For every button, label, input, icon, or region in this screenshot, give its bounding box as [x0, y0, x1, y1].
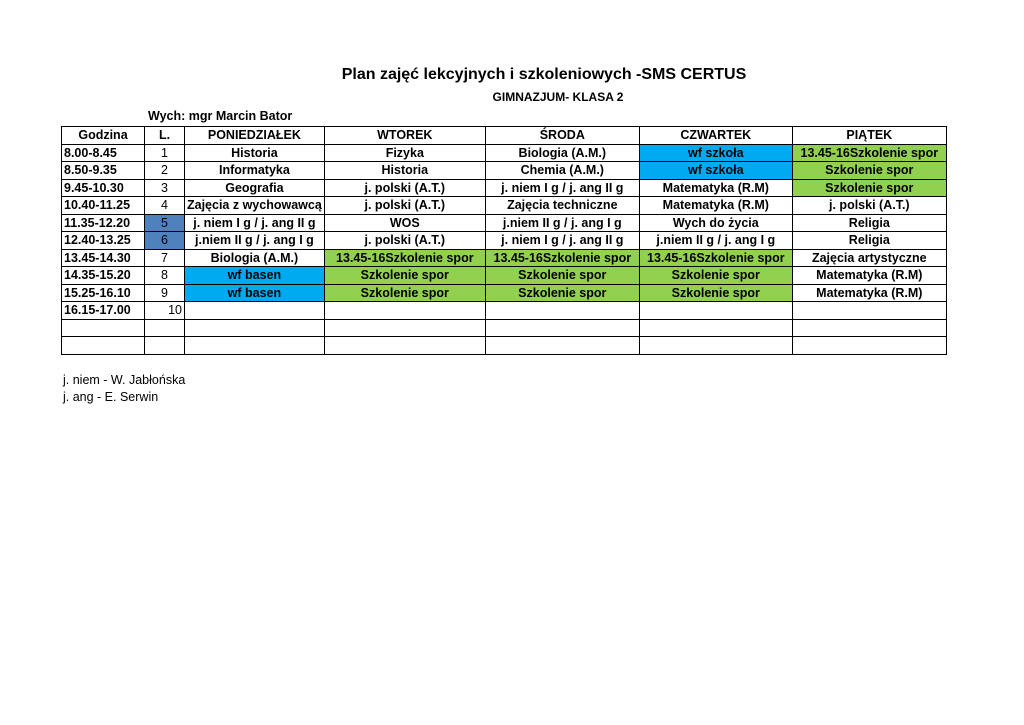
tuesday-cell — [324, 302, 485, 320]
lesson-number-cell: 1 — [145, 144, 185, 162]
time-cell: 13.45-14.30 — [62, 249, 145, 267]
time-cell: 9.45-10.30 — [62, 179, 145, 197]
empty-cell — [792, 319, 946, 337]
friday-cell: Religia — [792, 214, 946, 232]
friday-cell: Religia — [792, 232, 946, 250]
table-row — [62, 197, 947, 215]
thursday-cell — [639, 302, 792, 320]
time-cell: 14.35-15.20 — [62, 267, 145, 285]
empty-cell — [324, 337, 485, 355]
friday-cell: Szkolenie spor — [792, 179, 946, 197]
monday-cell: j.niem II g / j. ang I g — [185, 232, 325, 250]
wednesday-cell: j.niem II g / j. ang I g — [485, 214, 639, 232]
tuesday-cell: Historia — [324, 162, 485, 180]
header-thursday: CZWARTEK — [639, 127, 792, 145]
note-line: j. ang - E. Serwin — [63, 390, 159, 404]
header-tuesday: WTOREK — [324, 127, 485, 145]
empty-cell — [185, 319, 325, 337]
monday-cell: Historia — [185, 144, 325, 162]
thursday-cell: Szkolenie spor — [639, 284, 792, 302]
tuesday-cell: j. polski (A.T.) — [324, 179, 485, 197]
page-title: Plan zajęć lekcyjnych i szkoleniowych -SMS CERTUS — [341, 66, 747, 83]
lesson-number-cell: 10 — [145, 302, 185, 320]
page-subtitle: GIMNAZJUM- KLASA 2 — [492, 90, 624, 104]
table-row — [62, 179, 947, 197]
lesson-number-cell: 9 — [145, 284, 185, 302]
table-row — [62, 302, 947, 320]
empty-cell — [485, 319, 639, 337]
empty-row — [62, 319, 947, 337]
empty-cell — [145, 337, 185, 355]
header-friday: PIĄTEK — [792, 127, 946, 145]
thursday-cell: Szkolenie spor — [639, 267, 792, 285]
lesson-number-cell: 6 — [145, 232, 185, 250]
time-cell: 8.00-8.45 — [62, 144, 145, 162]
tuesday-cell: WOS — [324, 214, 485, 232]
time-cell: 11.35-12.20 — [62, 214, 145, 232]
lesson-number-cell: 7 — [145, 249, 185, 267]
header-wednesday: ŚRODA — [485, 127, 639, 145]
table-row — [62, 214, 947, 232]
empty-cell — [185, 337, 325, 355]
thursday-cell: 13.45-16Szkolenie spor — [639, 249, 792, 267]
lesson-number-cell: 4 — [145, 197, 185, 215]
empty-cell — [485, 337, 639, 355]
thursday-cell: Matematyka (R.M) — [639, 179, 792, 197]
empty-cell — [324, 319, 485, 337]
time-cell: 16.15-17.00 — [62, 302, 145, 320]
tuesday-cell: Szkolenie spor — [324, 284, 485, 302]
schedule-table — [61, 126, 947, 355]
friday-cell: Matematyka (R.M) — [792, 284, 946, 302]
header-lesson-number: L. — [145, 127, 185, 145]
thursday-cell: wf szkoła — [639, 144, 792, 162]
form-teacher: Wych: mgr Marcin Bator — [148, 109, 293, 123]
thursday-cell: Matematyka (R.M) — [639, 197, 792, 215]
lesson-number-cell: 2 — [145, 162, 185, 180]
monday-cell: Biologia (A.M.) — [185, 249, 325, 267]
lesson-number-cell: 3 — [145, 179, 185, 197]
monday-cell: j. niem I g / j. ang II g — [185, 214, 325, 232]
tuesday-cell: 13.45-16Szkolenie spor — [324, 249, 485, 267]
wednesday-cell: Chemia (A.M.) — [485, 162, 639, 180]
empty-cell — [639, 337, 792, 355]
friday-cell: 13.45-16Szkolenie spor — [792, 144, 946, 162]
empty-cell — [639, 319, 792, 337]
time-cell: 12.40-13.25 — [62, 232, 145, 250]
wednesday-cell: j. niem I g / j. ang II g — [485, 179, 639, 197]
thursday-cell: wf szkoła — [639, 162, 792, 180]
thursday-cell: j.niem II g / j. ang I g — [639, 232, 792, 250]
monday-cell: wf basen — [185, 284, 325, 302]
wednesday-cell: Szkolenie spor — [485, 267, 639, 285]
header-godzina: Godzina — [62, 127, 145, 145]
table-row — [62, 162, 947, 180]
table-row — [62, 232, 947, 250]
wednesday-cell — [485, 302, 639, 320]
time-cell: 8.50-9.35 — [62, 162, 145, 180]
tuesday-cell: j. polski (A.T.) — [324, 197, 485, 215]
friday-cell: Szkolenie spor — [792, 162, 946, 180]
thursday-cell: Wych do życia — [639, 214, 792, 232]
monday-cell: Geografia — [185, 179, 325, 197]
lesson-number-cell: 5 — [145, 214, 185, 232]
teacher-notes — [63, 372, 185, 406]
wednesday-cell: j. niem I g / j. ang II g — [485, 232, 639, 250]
friday-cell: Zajęcia artystyczne — [792, 249, 946, 267]
header-monday: PONIEDZIAŁEK — [185, 127, 325, 145]
empty-cell — [145, 319, 185, 337]
wednesday-cell: Zajęcia techniczne — [485, 197, 639, 215]
table-row — [62, 249, 947, 267]
empty-cell — [792, 337, 946, 355]
monday-cell: wf basen — [185, 267, 325, 285]
lesson-number-cell: 8 — [145, 267, 185, 285]
table-row — [62, 267, 947, 285]
empty-cell — [62, 319, 145, 337]
wednesday-cell: Biologia (A.M.) — [485, 144, 639, 162]
friday-cell: j. polski (A.T.) — [792, 197, 946, 215]
empty-cell — [62, 337, 145, 355]
monday-cell — [185, 302, 325, 320]
wednesday-cell: 13.45-16Szkolenie spor — [485, 249, 639, 267]
friday-cell: Matematyka (R.M) — [792, 267, 946, 285]
empty-row — [62, 337, 947, 355]
monday-cell: Zajęcia z wychowawcą — [185, 197, 325, 215]
table-row — [62, 284, 947, 302]
table-row — [62, 144, 947, 162]
friday-cell — [792, 302, 946, 320]
time-cell: 15.25-16.10 — [62, 284, 145, 302]
wednesday-cell: Szkolenie spor — [485, 284, 639, 302]
note-line: j. niem - W. Jabłońska — [63, 373, 186, 387]
monday-cell: Informatyka — [185, 162, 325, 180]
tuesday-cell: Szkolenie spor — [324, 267, 485, 285]
tuesday-cell: Fizyka — [324, 144, 485, 162]
tuesday-cell: j. polski (A.T.) — [324, 232, 485, 250]
header-row — [62, 127, 947, 145]
time-cell: 10.40-11.25 — [62, 197, 145, 215]
